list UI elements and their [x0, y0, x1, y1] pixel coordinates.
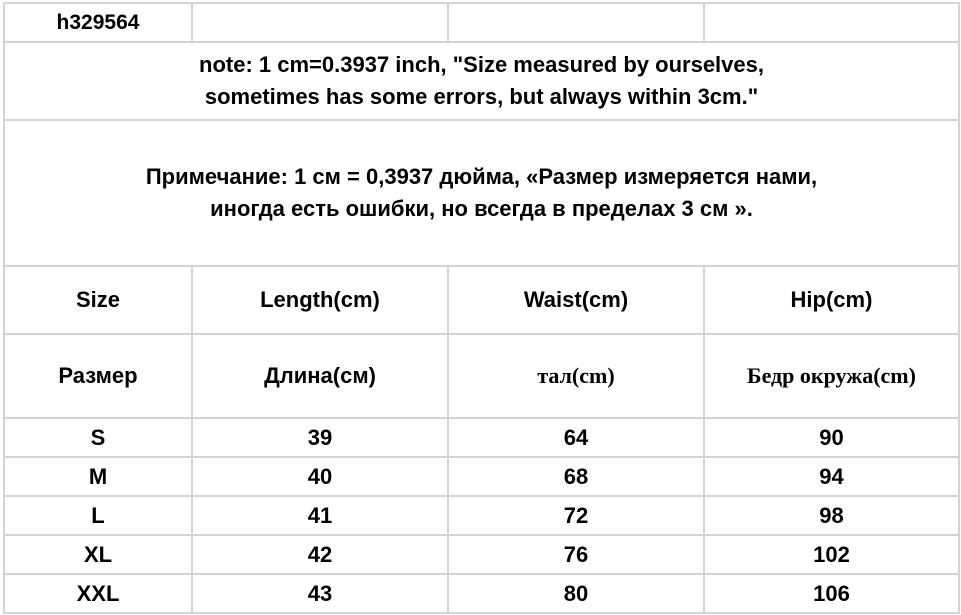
size-cell: M: [4, 457, 192, 496]
waist-cell: 80: [448, 574, 704, 613]
size-cell: L: [4, 496, 192, 535]
length-cell: 43: [192, 574, 448, 613]
hip-cell: 94: [704, 457, 959, 496]
waist-cell: 64: [448, 418, 704, 457]
table-row: [4, 574, 959, 613]
code-row: [4, 3, 959, 42]
header-length: Length(cm): [192, 266, 448, 334]
header-row-ru: [4, 334, 959, 418]
header-row-en: [4, 266, 959, 334]
note-ru-line-1: Примечание: 1 см = 0,3937 дюйма, «Размер измеряется нами,: [145, 164, 818, 189]
header-size-ru: Размер: [4, 334, 192, 418]
table-row: [4, 457, 959, 496]
note-ru-line-2: иногда есть ошибки, но всегда в пределах 3 см ».: [210, 196, 753, 221]
empty-cell: [192, 3, 448, 42]
product-code: h329564: [4, 3, 192, 42]
note-ru: [4, 120, 959, 266]
waist-cell: 76: [448, 535, 704, 574]
length-cell: 42: [192, 535, 448, 574]
header-waist: Waist(cm): [448, 266, 704, 334]
empty-cell: [448, 3, 704, 42]
note-en-row: [4, 42, 959, 120]
table-row: [4, 496, 959, 535]
table-row: [4, 418, 959, 457]
header-size: Size: [4, 266, 192, 334]
size-cell: S: [4, 418, 192, 457]
size-table: [3, 2, 960, 614]
note-ru-row: [4, 120, 959, 266]
hip-cell: 106: [704, 574, 959, 613]
note-en-line-1: note: 1 cm=0.3937 inch, "Size measured by ourselves,: [199, 52, 764, 77]
size-cell: XL: [4, 535, 192, 574]
length-cell: 41: [192, 496, 448, 535]
hip-cell: 102: [704, 535, 959, 574]
hip-cell: 98: [704, 496, 959, 535]
header-length-ru: Длина(см): [192, 334, 448, 418]
waist-cell: 72: [448, 496, 704, 535]
length-cell: 40: [192, 457, 448, 496]
note-en: [4, 42, 959, 120]
note-en-line-2: sometimes has some errors, but always within 3cm.": [204, 84, 759, 109]
hip-cell: 90: [704, 418, 959, 457]
size-cell: XXL: [4, 574, 192, 613]
header-hip: Hip(cm): [704, 266, 959, 334]
header-hip-ru: Бедр окружа(cm): [704, 334, 959, 418]
table-row: [4, 535, 959, 574]
empty-cell: [704, 3, 959, 42]
waist-cell: 68: [448, 457, 704, 496]
header-waist-ru: тал(cm): [448, 334, 704, 418]
length-cell: 39: [192, 418, 448, 457]
